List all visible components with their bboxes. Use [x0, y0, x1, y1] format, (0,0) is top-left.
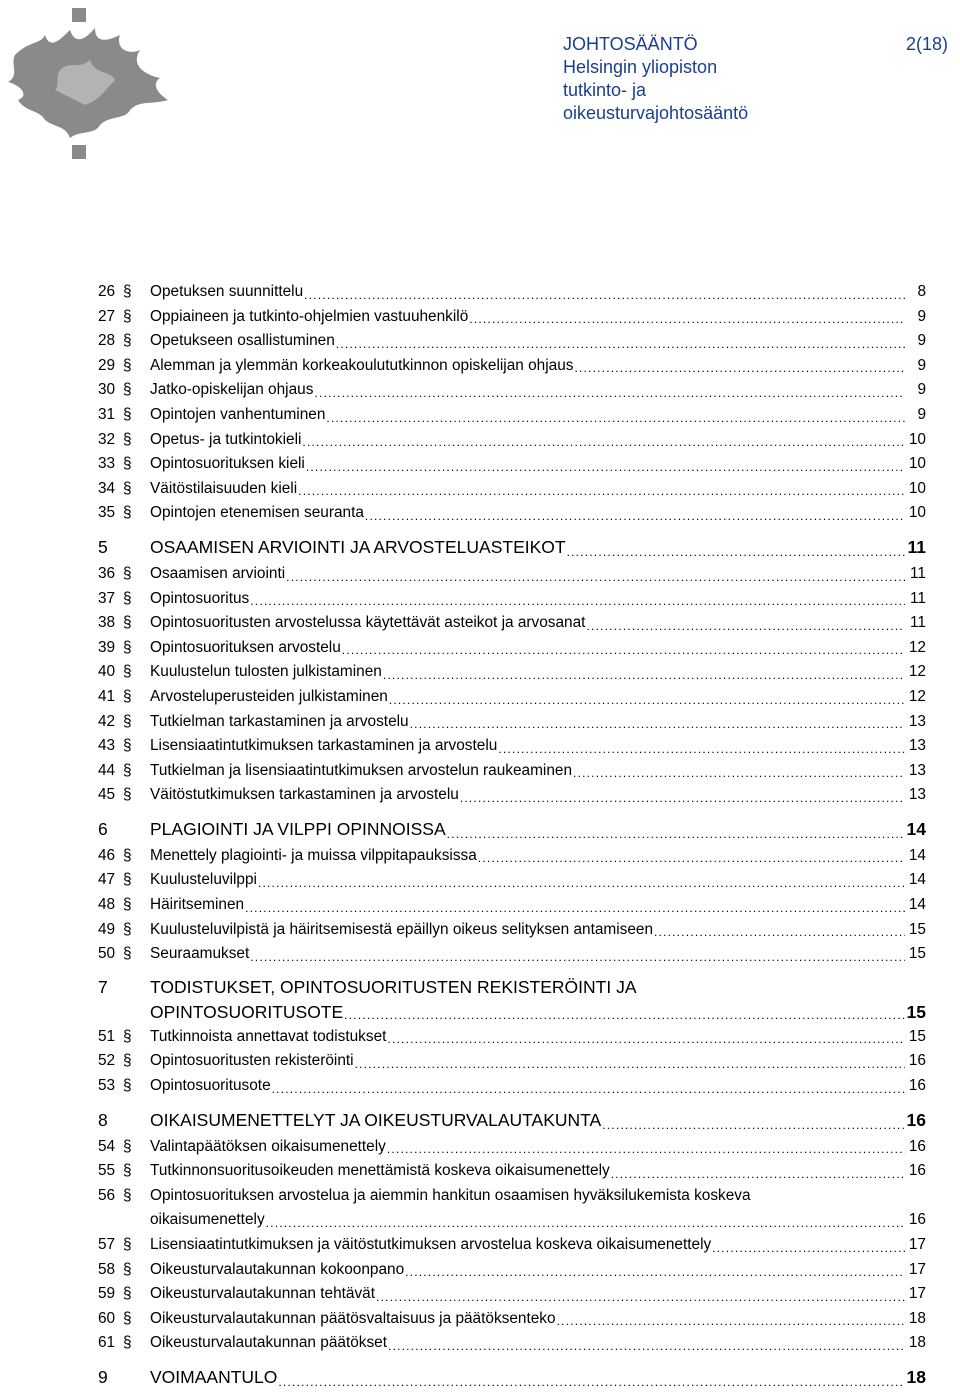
- toc-page: 17: [908, 1285, 926, 1303]
- toc-page: 12: [908, 687, 926, 705]
- toc-entry-30[interactable]: [98, 378, 926, 403]
- toc-page: 13: [908, 737, 926, 755]
- chapter-number: 7: [98, 976, 108, 997]
- toc-title: Opetuksen suunnittelu: [150, 283, 304, 300]
- toc-title: Alemman ja ylemmän korkeakoulututkinnon opiskelijan ohjaus: [150, 356, 574, 374]
- section-icon: §: [123, 356, 132, 374]
- toc-page: 10: [908, 430, 926, 448]
- toc-number: 33: [98, 455, 116, 473]
- toc-page: 11: [910, 614, 926, 632]
- toc-title: Arvosteluperusteiden julkistaminen: [150, 687, 388, 705]
- toc-number: 34: [98, 479, 116, 497]
- page-number: 2(18): [905, 34, 948, 54]
- toc-number: 42: [98, 712, 116, 730]
- university-logo-icon: [0, 0, 175, 170]
- chapter-title: OSAAMISEN ARVIOINTI JA ARVOSTELUASTEIKOT: [150, 536, 566, 557]
- toc-page: 18: [908, 1334, 926, 1352]
- toc-number: 39: [98, 638, 116, 656]
- toc-entry-34[interactable]: [98, 477, 926, 502]
- toc-entry-31[interactable]: [98, 403, 926, 428]
- section-icon: §: [123, 614, 132, 632]
- toc-chapter-8[interactable]: [98, 1105, 926, 1135]
- toc-entry-27[interactable]: [98, 305, 926, 330]
- toc-entry-57[interactable]: [98, 1233, 926, 1258]
- toc-page: 14: [908, 846, 926, 864]
- toc-page: 9: [917, 405, 926, 423]
- toc-page: 9: [917, 356, 926, 374]
- toc-number: 55: [98, 1162, 116, 1180]
- toc-chapter-5[interactable]: [98, 532, 926, 562]
- section-icon: §: [123, 332, 132, 350]
- section-icon: §: [123, 871, 132, 889]
- toc-number: 52: [98, 1052, 116, 1070]
- toc-page: 18: [906, 1366, 926, 1387]
- toc-title: Oikeusturvalautakunnan tehtävät: [150, 1285, 376, 1303]
- toc-number: 40: [98, 663, 116, 681]
- table-of-contents: [98, 280, 926, 1392]
- toc-title-line2: oikaisumenettely: [150, 1211, 265, 1229]
- section-icon: §: [123, 1236, 132, 1253]
- toc-number: 61: [98, 1334, 116, 1352]
- toc-entry-59[interactable]: [98, 1282, 926, 1307]
- section-icon: §: [123, 846, 132, 864]
- section-icon: §: [123, 1052, 132, 1070]
- toc-entry-45[interactable]: [98, 783, 926, 808]
- toc-page: 17: [908, 1260, 926, 1278]
- toc-entry-39[interactable]: [98, 636, 926, 661]
- toc-page: 16: [906, 1109, 926, 1130]
- toc-number: 38: [98, 614, 116, 632]
- chapter-title: PLAGIOINTI JA VILPPI OPINNOISSA: [150, 818, 446, 839]
- toc-entry-61[interactable]: [98, 1331, 926, 1356]
- section-icon: §: [123, 1027, 132, 1045]
- section-icon: §: [123, 1162, 132, 1180]
- toc-number: 54: [98, 1137, 116, 1155]
- toc-entry-43[interactable]: [98, 734, 926, 759]
- toc-title: Tutkinnoista annettavat todistukset: [150, 1027, 387, 1045]
- toc-entry-54[interactable]: [98, 1135, 926, 1160]
- toc-page: 14: [908, 871, 926, 889]
- toc-entry-44[interactable]: [98, 759, 926, 784]
- toc-entry-55[interactable]: [98, 1159, 926, 1184]
- toc-entry-51[interactable]: [98, 1025, 926, 1050]
- toc-page: 12: [908, 638, 926, 656]
- toc-title-line1: Opintosuorituksen arvostelua ja aiemmin hankitun osaamisen hyväksilukemista koskeva: [150, 1186, 751, 1204]
- toc-title: Väitöstutkimuksen tarkastaminen ja arvostelu: [150, 786, 459, 804]
- toc-entry-38[interactable]: [98, 611, 926, 636]
- toc-title: Seuraamukset: [150, 945, 250, 963]
- section-icon: §: [123, 786, 132, 804]
- chapter-number: 9: [98, 1366, 108, 1387]
- toc-entry-29[interactable]: [98, 354, 926, 379]
- toc-page: 10: [908, 479, 926, 497]
- toc-title: Tutkielman ja lisensiaatintutkimuksen arvostelun raukeaminen: [150, 761, 573, 779]
- toc-title: Opetukseen osallistuminen: [150, 332, 335, 350]
- toc-title: Lisensiaatintutkimuksen tarkastaminen ja arvostelu: [150, 737, 498, 755]
- toc-entry-52[interactable]: [98, 1049, 926, 1074]
- section-icon: §: [123, 1137, 132, 1155]
- toc-page: 16: [908, 1211, 926, 1229]
- toc-title: Opetus- ja tutkintokieli: [150, 430, 302, 448]
- header-subtitle-2: tutkinto- ja: [563, 80, 647, 100]
- toc-page: 10: [908, 455, 926, 473]
- toc-number: 35: [98, 504, 116, 522]
- toc-page: 9: [917, 381, 926, 399]
- section-icon: §: [123, 945, 132, 963]
- toc-page: 12: [908, 663, 926, 681]
- toc-chapter-7[interactable]: [98, 975, 926, 1025]
- chapter-number: 8: [98, 1109, 108, 1130]
- toc-entry-36[interactable]: [98, 562, 926, 587]
- toc-title: Opintosuoritusote: [150, 1077, 271, 1095]
- chapter-number: 5: [98, 536, 108, 557]
- toc-number: 27: [98, 307, 116, 325]
- section-icon: §: [123, 920, 132, 938]
- section-icon: §: [123, 307, 132, 325]
- section-icon: §: [123, 687, 132, 705]
- section-icon: §: [123, 896, 132, 914]
- toc-page: 18: [908, 1309, 926, 1327]
- toc-number: 44: [98, 761, 116, 779]
- toc-page: 13: [908, 761, 926, 779]
- toc-title: Oppiaineen ja tutkinto-ohjelmien vastuuhenkilö: [150, 307, 469, 325]
- chapter-title-line2: OPINTOSUORITUSOTE: [150, 1001, 344, 1022]
- toc-number: 45: [98, 786, 116, 804]
- toc-page: 15: [908, 920, 926, 938]
- toc-page: 14: [906, 818, 926, 839]
- toc-title: Tutkielman tarkastaminen ja arvostelu: [150, 712, 409, 730]
- toc-page: 11: [910, 564, 926, 582]
- toc-entry-53[interactable]: [98, 1074, 926, 1099]
- section-icon: §: [123, 1309, 132, 1327]
- toc-chapter-6[interactable]: [98, 814, 926, 844]
- toc-page: 11: [910, 589, 926, 607]
- toc-page: 8: [917, 283, 926, 300]
- header-title: JOHTOSÄÄNTÖ: [563, 34, 698, 54]
- section-icon: §: [123, 504, 132, 522]
- document-header: [563, 33, 748, 125]
- toc-number: 53: [98, 1077, 116, 1095]
- toc-number: 37: [98, 589, 116, 607]
- toc-number: 32: [98, 430, 116, 448]
- toc-page: 15: [906, 1001, 926, 1022]
- toc-entry-28[interactable]: [98, 329, 926, 354]
- toc-entry-40[interactable]: [98, 660, 926, 685]
- header-subtitle-3: oikeusturvajohtosääntö: [563, 103, 749, 123]
- toc-number: 58: [98, 1260, 116, 1278]
- toc-page: 16: [908, 1052, 926, 1070]
- toc-page: 16: [908, 1162, 926, 1180]
- section-icon: §: [123, 1260, 132, 1278]
- toc-entry-48[interactable]: [98, 893, 926, 918]
- chapter-title: OIKAISUMENETTELYT JA OIKEUSTURVALAUTAKUNTA: [150, 1109, 602, 1130]
- toc-entry-49[interactable]: [98, 918, 926, 943]
- toc-number: 51: [98, 1027, 116, 1045]
- chapter-number: 6: [98, 818, 108, 839]
- toc-title: Kuulustelun tulosten julkistaminen: [150, 663, 382, 681]
- toc-title: Oikeusturvalautakunnan kokoonpano: [150, 1260, 405, 1278]
- toc-page: 9: [917, 332, 926, 350]
- toc-number: 28: [98, 332, 116, 350]
- toc-title: Opintosuoritusten rekisteröinti: [150, 1052, 354, 1070]
- toc-title: Kuulusteluvilppi: [150, 871, 257, 889]
- toc-number: 48: [98, 896, 116, 914]
- toc-page: 11: [907, 536, 926, 557]
- toc-number: 57: [98, 1236, 116, 1253]
- toc-page: 15: [908, 945, 926, 963]
- toc-number: 56: [98, 1186, 116, 1204]
- toc-title: Opintojen etenemisen seuranta: [150, 504, 364, 522]
- toc-title: Valintapäätöksen oikaisumenettely: [150, 1137, 386, 1155]
- toc-entry-60[interactable]: [98, 1307, 926, 1332]
- toc-entry-50[interactable]: [98, 942, 926, 967]
- toc-number: 36: [98, 564, 116, 582]
- toc-title: Väitöstilaisuuden kieli: [150, 479, 298, 497]
- toc-number: 50: [98, 945, 116, 963]
- toc-page: 10: [908, 504, 926, 522]
- toc-entry-37[interactable]: [98, 587, 926, 612]
- toc-page: 15: [908, 1027, 926, 1045]
- section-icon: §: [123, 564, 132, 582]
- toc-entry-41[interactable]: [98, 685, 926, 710]
- toc-entry-26[interactable]: [98, 280, 926, 305]
- toc-page: 16: [908, 1077, 926, 1095]
- toc-title: Tutkinnonsuoritusoikeuden menettämistä koskeva oikaisumenettely: [150, 1162, 610, 1180]
- section-icon: §: [123, 1077, 132, 1095]
- header-subtitle-1: Helsingin yliopiston: [563, 57, 718, 77]
- toc-number: 43: [98, 737, 116, 755]
- toc-entry-58[interactable]: [98, 1258, 926, 1283]
- toc-title: Osaamisen arviointi: [150, 564, 286, 582]
- section-icon: §: [123, 638, 132, 656]
- section-icon: §: [123, 479, 132, 497]
- toc-title: Menettely plagiointi- ja muissa vilppitapauksissa: [150, 846, 477, 864]
- section-icon: §: [123, 405, 132, 423]
- toc-entry-33[interactable]: [98, 452, 926, 477]
- toc-number: 41: [98, 687, 116, 705]
- toc-title: Oikeusturvalautakunnan päätökset: [150, 1334, 387, 1352]
- toc-number: 60: [98, 1309, 116, 1327]
- section-icon: §: [123, 761, 132, 779]
- toc-number: 31: [98, 405, 116, 423]
- section-icon: §: [123, 381, 132, 399]
- chapter-title-line1: TODISTUKSET, OPINTOSUORITUSTEN REKISTERÖINTI JA: [150, 976, 637, 997]
- toc-title: Lisensiaatintutkimuksen ja väitöstutkimuksen arvostelua koskeva oikaisumenettely: [150, 1236, 712, 1253]
- toc-number: 47: [98, 871, 116, 889]
- section-icon: §: [123, 1334, 132, 1352]
- toc-title: Opintosuoritusten arvostelussa käytettävät asteikot ja arvosanat: [150, 614, 586, 632]
- toc-entry-35[interactable]: [98, 501, 926, 526]
- toc-title: Opintosuorituksen arvostelu: [150, 638, 341, 656]
- toc-number: 49: [98, 920, 116, 938]
- toc-entry-42[interactable]: [98, 710, 926, 735]
- toc-title: Häiritseminen: [150, 896, 245, 914]
- toc-page: 9: [917, 307, 926, 325]
- toc-title: Kuulusteluvilpistä ja häiritsemisestä epäillyn oikeus selityksen antamiseen: [150, 920, 654, 938]
- toc-number: 46: [98, 846, 116, 864]
- section-icon: §: [123, 455, 132, 473]
- section-icon: §: [123, 712, 132, 730]
- toc-page: 14: [908, 896, 926, 914]
- section-icon: §: [123, 1186, 132, 1204]
- section-icon: §: [123, 663, 132, 681]
- toc-title: Oikeusturvalautakunnan päätösvaltaisuus ja päätöksenteko: [150, 1309, 556, 1327]
- toc-number: 26: [98, 283, 116, 300]
- section-icon: §: [123, 737, 132, 755]
- toc-title: Jatko-opiskelijan ohjaus: [150, 381, 314, 399]
- toc-page: 16: [908, 1137, 926, 1155]
- section-icon: §: [123, 430, 132, 448]
- toc-entry-47[interactable]: [98, 868, 926, 893]
- toc-number: 30: [98, 381, 116, 399]
- toc-entry-56[interactable]: [98, 1184, 926, 1233]
- toc-page: 17: [908, 1236, 926, 1253]
- toc-number: 29: [98, 356, 116, 374]
- section-icon: §: [123, 283, 132, 300]
- toc-entry-32[interactable]: [98, 428, 926, 453]
- toc-title: Opintosuoritus: [150, 589, 250, 607]
- toc-page: 13: [908, 786, 926, 804]
- toc-entry-46[interactable]: [98, 844, 926, 869]
- section-icon: §: [123, 589, 132, 607]
- section-icon: §: [123, 1285, 132, 1303]
- chapter-title: VOIMAANTULO: [150, 1366, 278, 1387]
- toc-title: Opintojen vanhentuminen: [150, 405, 326, 423]
- toc-title: Opintosuorituksen kieli: [150, 455, 305, 473]
- toc-page: 13: [908, 712, 926, 730]
- toc-number: 59: [98, 1285, 116, 1303]
